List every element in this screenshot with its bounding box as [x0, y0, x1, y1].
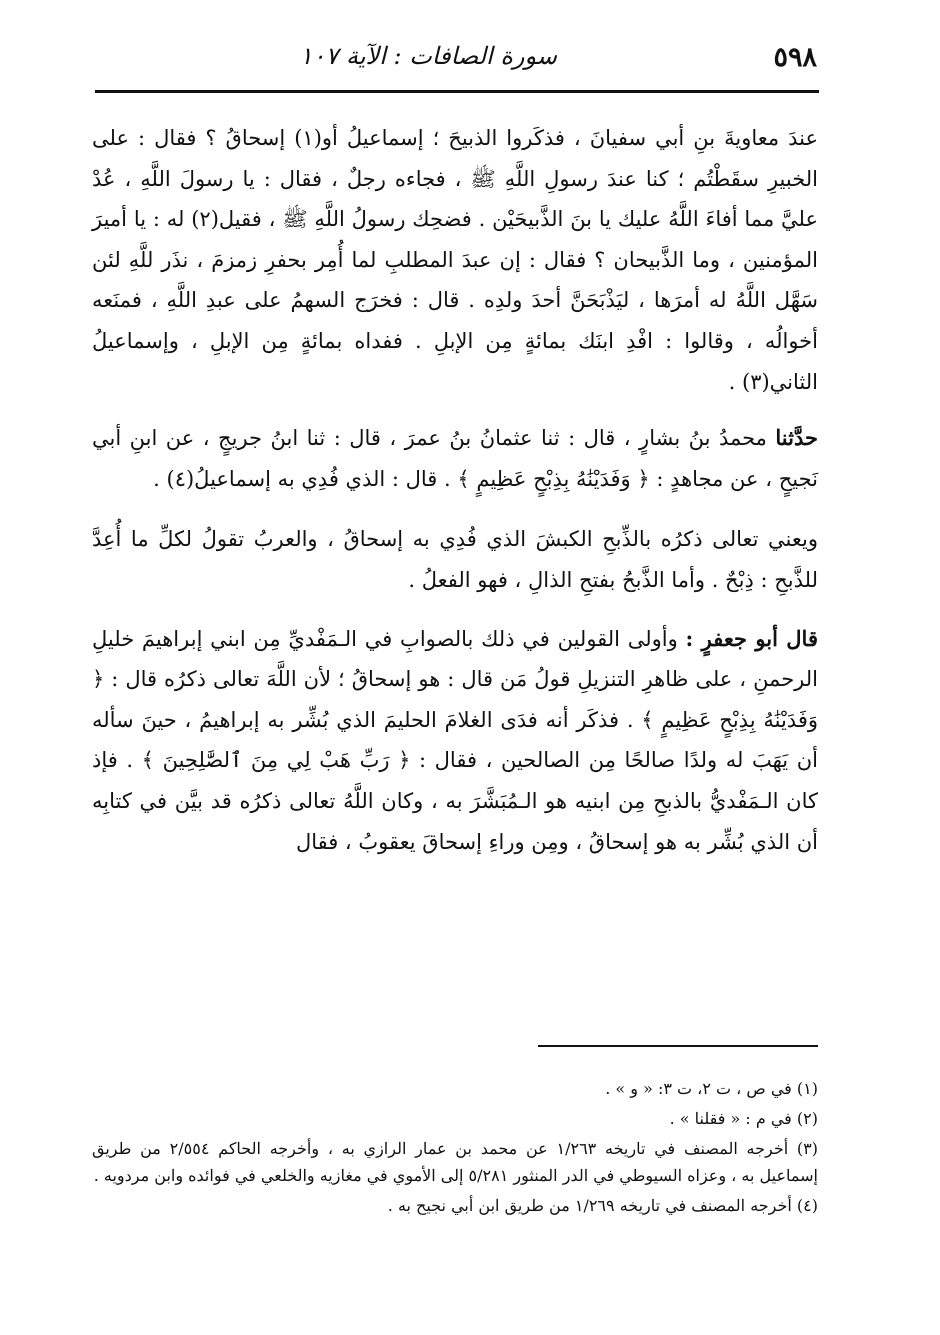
footnote-2: (٢) في م : « فقلنا » .: [669, 1109, 818, 1128]
footnotes: [92, 1075, 818, 1222]
footnote-4: (٤) أخرجه المصنف في تاريخه ١/٢٦٩ من طريق ابن أبي نجيح به .: [387, 1196, 818, 1215]
footnote-separator: [538, 1045, 818, 1047]
paragraph-4-speaker: قال أبو جعفرٍ :: [685, 625, 818, 651]
paragraph-3: ويعني تعالى ذكرُه بالذِّبحِ الكبشَ الذي فُدِي به إسحاقُ ، والعربُ تقولُ لكلِّ ما أُعِدَّ للذَّبحِ : ذِبْحٌ . وأما الذَّبحُ بفتحِ الذالِ ، فهو الفعلُ .: [92, 527, 818, 592]
running-title: سورة الصافات : الآية ١٠٧: [299, 42, 557, 70]
paragraph-4-text: وأولى القولين في ذلك بالصوابِ في الـمَفْديِّ مِن ابني إبراهيمَ خليلِ الرحمنِ ، على ظاهرِ التنزيلِ قولُ مَن قال : هو إسحاقُ ؛ لأن اللَّهَ تعالى ذكرُه قال : ﴿ وَفَدَيْنَٰهُ بِذِبْحٍ عَظِيمٍ ﴾ . فذكَر أنه فدَى الغلامَ الحليمَ الذي بُشِّر به إبراهيمُ ، حينَ سأله أن يَهَبَ له ولدًا صالحًا مِن الصالحين ، فقال : ﴿ رَبِّ هَبْ لِي مِنَ ٱلصَّٰلِحِينَ ﴾ . فإذ كان الـمَفْديُّ بالذبحِ مِن ابنيه هو الـمُبَشَّرَ به ، وكان اللَّهُ تعالى ذكرُه قد بيَّن في كتابِه أن الذي بُشِّر به هو إسحاقُ ، ومِن وراءِ إسحاقَ يعقوبُ ، فقال: [92, 626, 818, 854]
main-text: [92, 118, 818, 862]
page-header: [95, 32, 817, 88]
header-rule: [95, 90, 819, 93]
paragraph-4: [92, 619, 818, 863]
page-number: ٥٩٨: [773, 42, 817, 73]
paragraph-2: [92, 418, 818, 499]
paragraph-2-text: محمدُ بنُ بشارٍ ، قال : ثنا عثمانُ بنُ عمرَ ، قال : ثنا ابنُ جريجٍ ، عن ابنِ أبي نَجيحٍ ، عن مجاهدٍ : ﴿ وَفَدَيْنَٰهُ بِذِبْحٍ عَظِيمٍ ﴾ . قال : الذي فُدِي به إسماعيلُ(٤) .: [92, 426, 818, 491]
footnote-3: (٣) أخرجه المصنف في تاريخه ١/٢٦٣ عن محمد بن عمار الرازي به ، وأخرجه الحاكم ٢/٥٥٤ من طريق إسماعيل به ، وعزاه السيوطي في الدر المنثور ٥/٢٨١ إلى الأموي في مغازيه والخلعي في فوائده وابن مردويه .: [92, 1139, 819, 1185]
paragraph-1: عندَ معاويةَ بنِ أبي سفيانَ ، فذكَروا الذبيحَ ؛ إسماعيلُ أو(١) إسحاقُ ؟ فقال : على الخبيرِ سقَطْتُم ؛ كنا عندَ رسولِ اللَّهِ ﷺ ، فجاءه رجلٌ ، فقال : يا رسولَ اللَّهِ ، عُدْ عليَّ مما أفاءَ اللَّهُ عليك يا بنَ الذَّبيحَيْن . فضحِك رسولُ اللَّهِ ﷺ ، فقيل(٢) له : يا أميرَ المؤمنين ، وما الذَّبيحان ؟ فقال : إن عبدَ المطلبِ لما أُمِر بحفرِ زمزمَ ، نذَر للَّهِ لئن سَهَّل اللَّهُ له أمرَها ، ليَذْبَحَنَّ أحدَ ولدِه . قال : فخرَج السهمُ على عبدِ اللَّهِ ، فمنَعه أخوالُه ، وقالوا : افْدِ ابنَك بمائةٍ مِن الإبلِ . ففداه بمائةٍ مِن الإبلِ ، وإسماعيلُ الثاني(٣) .: [92, 126, 819, 394]
footnote-1: (١) في ص ، ت ٢، ت ٣: « و » .: [605, 1079, 818, 1098]
paragraph-2-opening: حدَّثنا: [775, 425, 818, 451]
